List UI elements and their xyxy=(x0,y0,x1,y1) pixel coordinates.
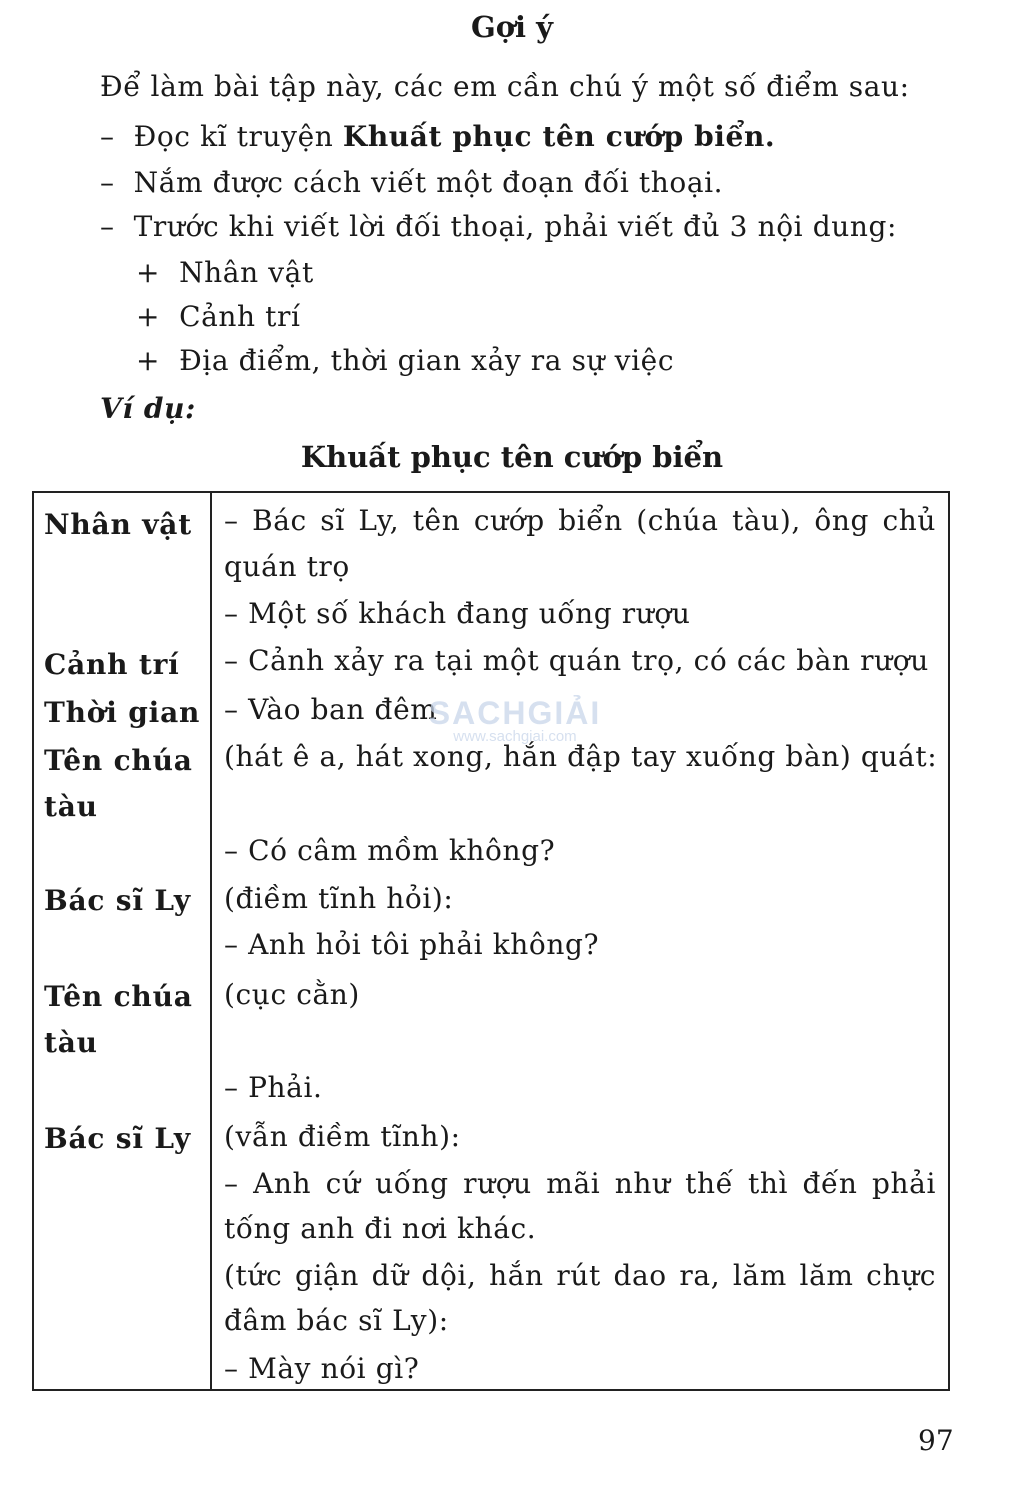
label-time: Thời gian xyxy=(44,696,201,729)
table-line: tống anh đi nơi khác. xyxy=(224,1212,537,1245)
page-number: 97 xyxy=(918,1424,954,1457)
bullet-text: Nắm được cách viết một đoạn đối thoại. xyxy=(133,166,724,199)
table-line: – Vào ban đêm xyxy=(224,693,438,726)
example-title: Khuất phục tên cướp biển xyxy=(300,440,724,474)
example-label: Ví dụ: xyxy=(100,392,196,425)
label-doctor-2: Bác sĩ Ly xyxy=(44,1122,191,1155)
intro-text: Để làm bài tập này, các em cần chú ý một số điểm sau: xyxy=(100,70,910,103)
sub-bullet-3 xyxy=(136,344,674,377)
table-line: – Mày nói gì? xyxy=(224,1352,420,1385)
bullet-dash: – xyxy=(100,166,115,199)
hint-title: Gợi ý xyxy=(470,10,554,44)
label-captain-2-cont: tàu xyxy=(44,1026,98,1059)
table-line: (cục cằn) xyxy=(224,978,360,1011)
plus-mark: + xyxy=(136,256,161,289)
bullet-2 xyxy=(100,166,723,199)
sub-bullet-1 xyxy=(136,256,314,289)
plus-mark: + xyxy=(136,344,161,377)
watermark-url: www.sachgiai.com xyxy=(453,728,577,745)
watermark-logo: SACHGIẢI xyxy=(428,695,602,731)
table-line: – Anh cứ uống rượu mãi như thế thì đến phải xyxy=(224,1167,936,1200)
sub-bullet-text: Cảnh trí xyxy=(179,300,301,333)
bullet-dash: – xyxy=(100,120,115,153)
label-scene: Cảnh trí xyxy=(44,648,180,681)
sub-bullet-text: Địa điểm, thời gian xảy ra sự việc xyxy=(179,344,675,377)
table-line: – Có câm mồm không? xyxy=(224,834,556,867)
table-column-divider xyxy=(210,491,212,1391)
table-line: đâm bác sĩ Ly): xyxy=(224,1304,449,1337)
table-line: (tức giận dữ dội, hắn rút dao ra, lăm lăm chực xyxy=(224,1259,936,1292)
table-line: (hát ê a, hát xong, hắn đập tay xuống bàn) quát: xyxy=(224,740,938,773)
bullet-3 xyxy=(100,210,897,243)
bullet-text: Đọc kĩ truyện xyxy=(133,120,343,153)
label-captain-2: Tên chúa xyxy=(44,980,193,1013)
sub-bullet-text: Nhân vật xyxy=(179,256,314,289)
label-characters: Nhân vật xyxy=(44,508,192,541)
table-line: quán trọ xyxy=(224,550,350,583)
sub-bullet-2 xyxy=(136,300,301,333)
table-line: – Một số khách đang uống rượu xyxy=(224,597,691,630)
watermark xyxy=(410,695,620,745)
label-captain-1: Tên chúa xyxy=(44,744,193,777)
label-doctor-1: Bác sĩ Ly xyxy=(44,884,191,917)
table-line: (điềm tĩnh hỏi): xyxy=(224,882,454,915)
plus-mark: + xyxy=(136,300,161,333)
table-line: – Phải. xyxy=(224,1071,323,1104)
table-line: – Anh hỏi tôi phải không? xyxy=(224,928,600,961)
table-line: (vẫn điềm tĩnh): xyxy=(224,1120,461,1153)
label-captain-1-cont: tàu xyxy=(44,790,98,823)
bullet-1 xyxy=(100,120,775,153)
bullet-text: Trước khi viết lời đối thoại, phải viết đủ 3 nội dung: xyxy=(133,210,898,243)
bullet-dash: – xyxy=(100,210,115,243)
table-line: – Bác sĩ Ly, tên cướp biển (chúa tàu), ông chủ xyxy=(224,504,936,537)
story-title-inline: Khuất phục tên cướp biển. xyxy=(342,120,776,153)
table-line: – Cảnh xảy ra tại một quán trọ, có các bàn rượu xyxy=(224,644,929,677)
